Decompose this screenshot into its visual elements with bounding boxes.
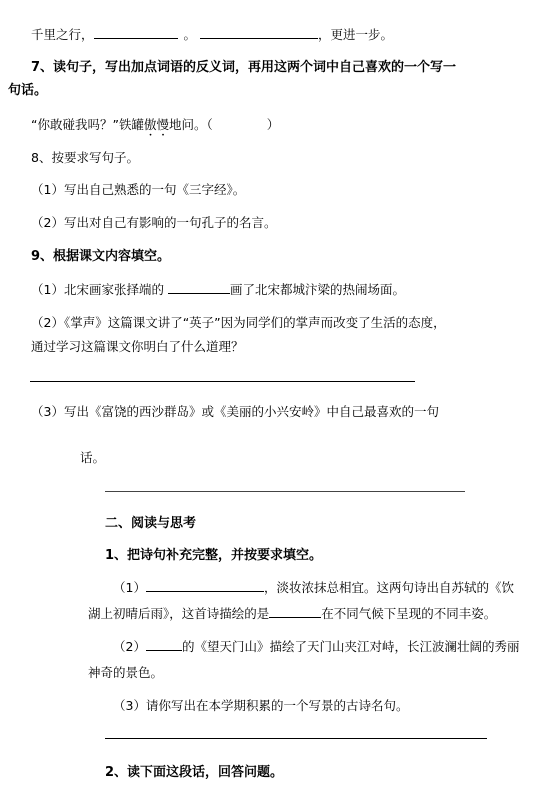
section-2-p3: （3）请你写出在本学期积累的一个写景的古诗名句。 (113, 698, 409, 713)
p1-text2: 湖上初晴后雨》，这首诗描绘的是 (88, 606, 270, 621)
question-7-line1: 7、读句子，写出加点词语的反义词，再用这两个词中自己喜欢的一个写一 (31, 60, 457, 75)
section-2-p2-line2: 神奇的景色。 (88, 665, 164, 680)
question-9-item2-line1: （2）《掌声》这篇课文讲了“英子”因为同学们的掌声而改变了生活的态度， (31, 315, 446, 330)
question-9-item3-line2: 话。 (80, 450, 106, 465)
dotted-word: 傲慢 (143, 117, 169, 132)
section-2-question-2: 2、读下面这段话，回答问题。 (105, 765, 284, 780)
section-2-p2-line1 (113, 639, 519, 655)
sentence-text: “你敢碰我吗？”铁罐 (31, 117, 144, 132)
p1-text: ，淡妆浓抹总相宜。这两句诗出自苏轼的《饮 (263, 580, 514, 595)
section-2-p1-line1 (113, 580, 514, 596)
answer-line[interactable] (105, 738, 487, 739)
question-9-item1 (31, 282, 405, 298)
answer-blank[interactable] (146, 639, 182, 651)
answer-line[interactable] (30, 381, 415, 382)
answer-blank[interactable] (146, 580, 264, 592)
item1-text: （1）北宋画家张择端的 (31, 282, 164, 297)
question-8-item1: （1）写出自己熟悉的一句《三字经》。 (31, 182, 246, 197)
question-9-item3-line1: （3）写出《富饶的西沙群岛》或《美丽的小兴安岭》中自己最喜欢的一句 (31, 404, 439, 419)
answer-blank[interactable] (168, 282, 230, 294)
question-9-title: 9、根据课文内容填空。 (31, 249, 171, 264)
proverb-start: 千里之行， (31, 27, 94, 42)
p1-text3: 在不同气候下呈现的不同丰姿。 (321, 606, 497, 621)
question-7-sentence (31, 117, 279, 139)
answer-line[interactable] (105, 491, 465, 492)
answer-blank[interactable] (94, 27, 178, 39)
p2-text: 的《望天门山》描绘了天门山夹江对峙，长江波澜壮阔的秀丽 (181, 639, 520, 654)
question-8-title: 8、按要求写句子。 (31, 150, 139, 165)
section-2-question-1: 1、把诗句补充完整，并按要求填空。 (105, 548, 323, 563)
item1-text-end: 画了北宋都城汴梁的热闹场面。 (229, 282, 405, 297)
p1-label: （1） (113, 580, 146, 595)
section-2-p1-line2 (88, 606, 496, 622)
answer-blank[interactable] (269, 606, 321, 618)
section-2-title: 二、阅读与思考 (105, 516, 197, 531)
proverb-end: ，更进一步。 (318, 27, 394, 42)
close-paren: ） (266, 117, 280, 132)
question-9-item2-line2: 通过学习这篇课文你明白了什么道理？ (31, 339, 244, 354)
p2-label: （2） (113, 639, 146, 654)
period: 。 (183, 27, 197, 42)
answer-blank[interactable] (200, 27, 318, 39)
question-8-item2: （2）写出对自己有影响的一句孔子的名言。 (31, 215, 277, 230)
fill-line-proverb (31, 27, 393, 43)
sentence-text-end: 地问。（ (168, 117, 213, 132)
question-7-line2: 句话。 (8, 83, 48, 98)
